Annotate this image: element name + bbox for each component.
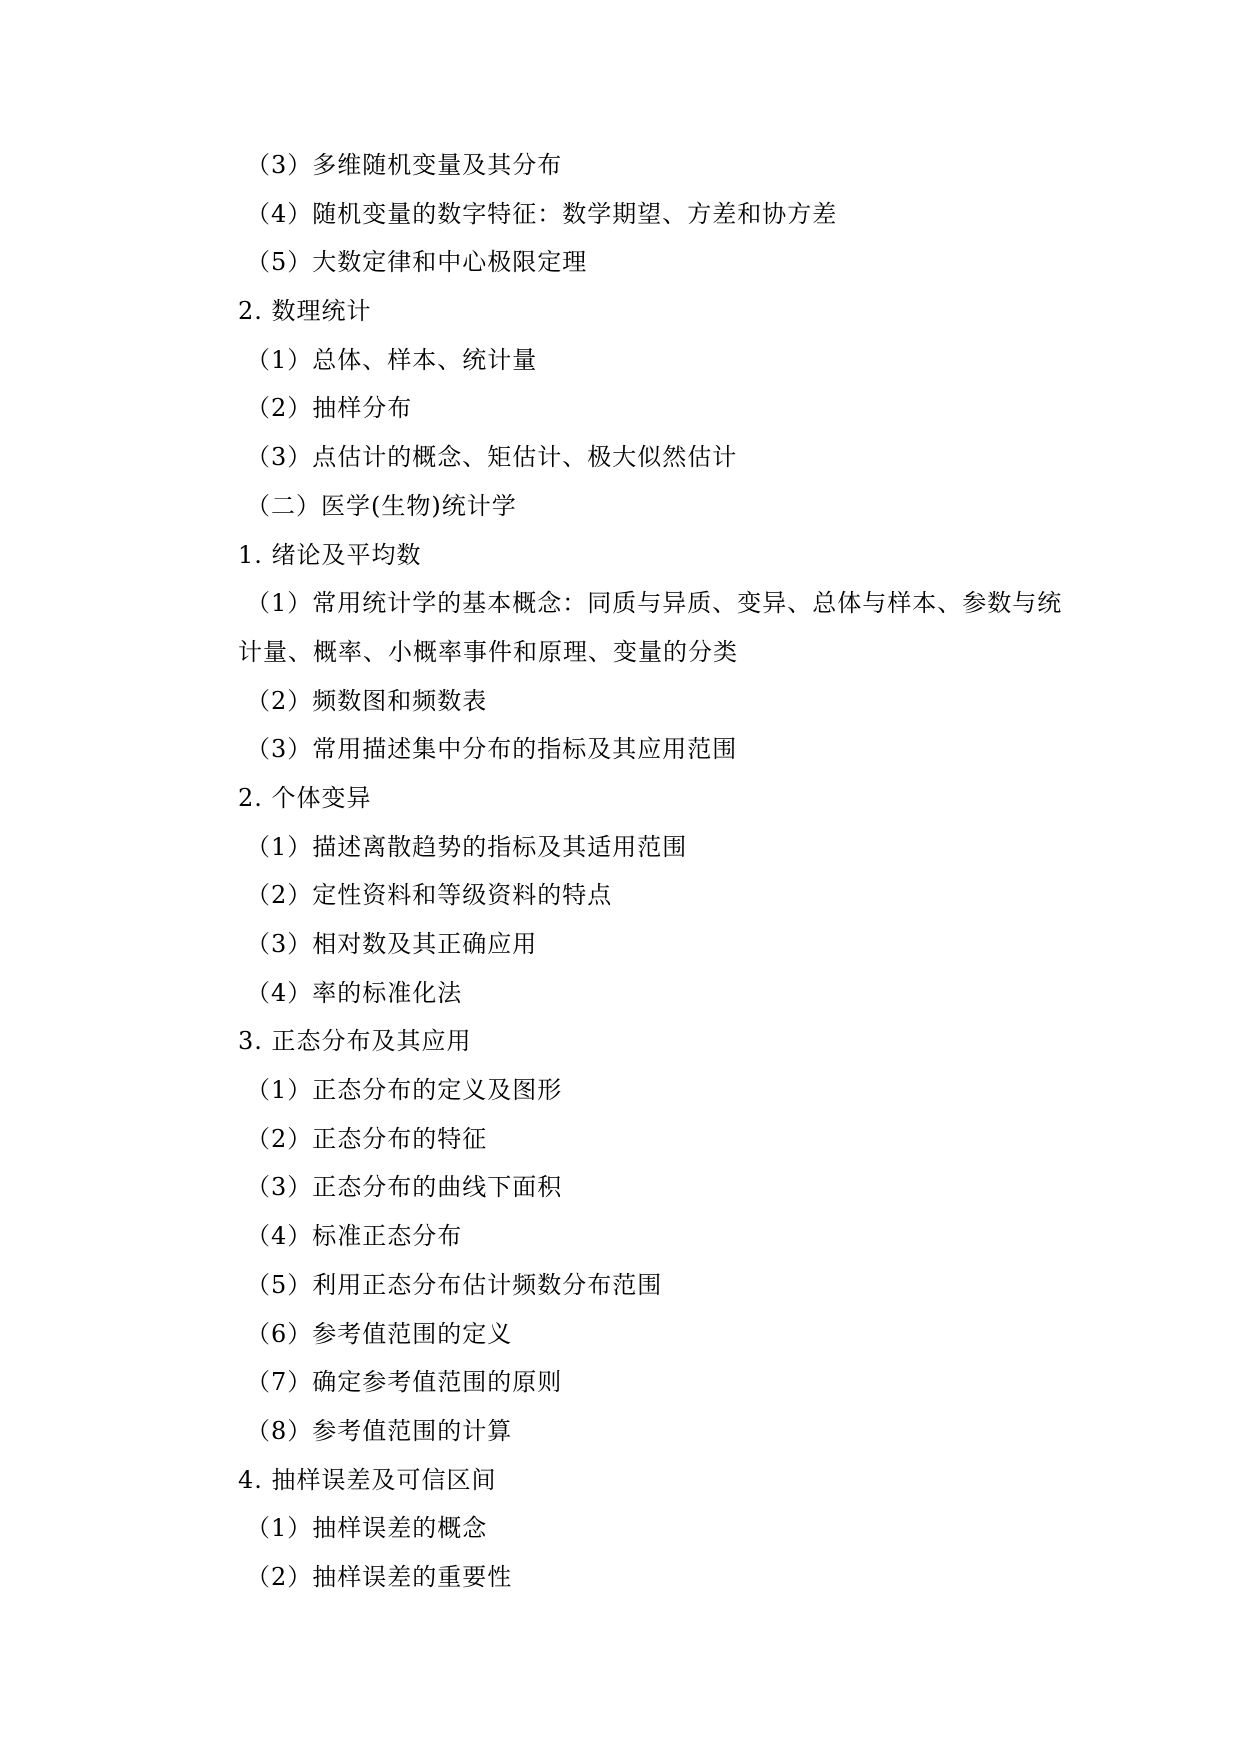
outline-item: （3）多维随机变量及其分布 bbox=[246, 151, 563, 179]
outline-item: （3）点估计的概念、矩估计、极大似然估计 bbox=[246, 443, 738, 472]
outline-item: （2）抽样分布 bbox=[246, 394, 413, 423]
outline-item: （4）率的标准化法 bbox=[246, 978, 463, 1007]
outline-item: （4）随机变量的数字特征：数学期望、方差和协方差 bbox=[246, 199, 838, 228]
text-continuation: 计量、概率、小概率事件和原理、变量的分类 bbox=[238, 637, 738, 666]
outline-item: （8）参考值范围的计算 bbox=[246, 1416, 513, 1445]
outline-item: （5）利用正态分布估计频数分布范围 bbox=[246, 1270, 663, 1299]
outline-item: （1）抽样误差的概念 bbox=[246, 1514, 488, 1543]
outline-item: （2）频数图和频数表 bbox=[246, 686, 488, 715]
section-heading: 1. 绪论及平均数 bbox=[238, 540, 422, 569]
outline-item: （1）描述离散趋势的指标及其适用范围 bbox=[246, 832, 688, 861]
section-heading: 2. 个体变异 bbox=[238, 783, 372, 812]
outline-item: （2）正态分布的特征 bbox=[246, 1124, 488, 1153]
outline-item: （7）确定参考值范围的原则 bbox=[246, 1368, 563, 1397]
document-page bbox=[0, 141, 1240, 1602]
outline-item: （3）相对数及其正确应用 bbox=[246, 930, 538, 958]
outline-item: （1）总体、样本、统计量 bbox=[246, 345, 538, 374]
outline-item: （2）定性资料和等级资料的特点 bbox=[246, 881, 613, 910]
outline-item: （5）大数定律和中心极限定理 bbox=[246, 248, 588, 277]
outline-item: （4）标准正态分布 bbox=[246, 1222, 463, 1251]
outline-item: （6）参考值范围的定义 bbox=[246, 1319, 513, 1348]
section-heading: 3. 正态分布及其应用 bbox=[238, 1027, 472, 1056]
section-heading: 4. 抽样误差及可信区间 bbox=[238, 1465, 497, 1494]
section-heading: 2. 数理统计 bbox=[238, 297, 372, 326]
outline-item: （二）医学(生物)统计学 bbox=[246, 491, 517, 520]
outline-item: （1）正态分布的定义及图形 bbox=[246, 1076, 563, 1105]
outline-item: （3）常用描述集中分布的指标及其应用范围 bbox=[246, 735, 738, 764]
outline-item: （1）常用统计学的基本概念：同质与异质、变异、总体与样本、参数与统 bbox=[246, 589, 1063, 618]
outline-item: （3）正态分布的曲线下面积 bbox=[246, 1173, 563, 1202]
outline-item: （2）抽样误差的重要性 bbox=[246, 1562, 513, 1591]
